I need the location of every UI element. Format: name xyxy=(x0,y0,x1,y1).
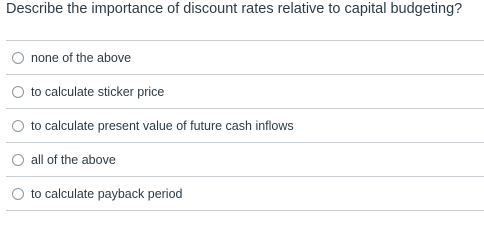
answer-label: none of the above xyxy=(31,50,132,65)
answer-option-sticker-price[interactable] xyxy=(6,74,484,108)
answer-label: to calculate sticker price xyxy=(31,84,165,99)
answer-option-present-value[interactable] xyxy=(6,108,484,142)
answer-option-payback-period[interactable] xyxy=(6,176,484,211)
radio-button[interactable] xyxy=(12,154,24,166)
question-text: Describe the importance of discount rates relative to capital budgeting? xyxy=(6,1,463,17)
radio-button[interactable] xyxy=(12,52,24,64)
answer-label: to calculate present value of future cash inflows xyxy=(31,118,294,133)
answer-option-all-of-the-above[interactable] xyxy=(6,142,484,176)
radio-button[interactable] xyxy=(12,86,24,98)
answer-list xyxy=(6,40,484,211)
answer-option-none-of-the-above[interactable] xyxy=(6,40,484,74)
radio-button[interactable] xyxy=(12,188,24,200)
answer-label: to calculate payback period xyxy=(31,186,183,201)
answer-label: all of the above xyxy=(31,152,116,167)
radio-button[interactable] xyxy=(12,120,24,132)
